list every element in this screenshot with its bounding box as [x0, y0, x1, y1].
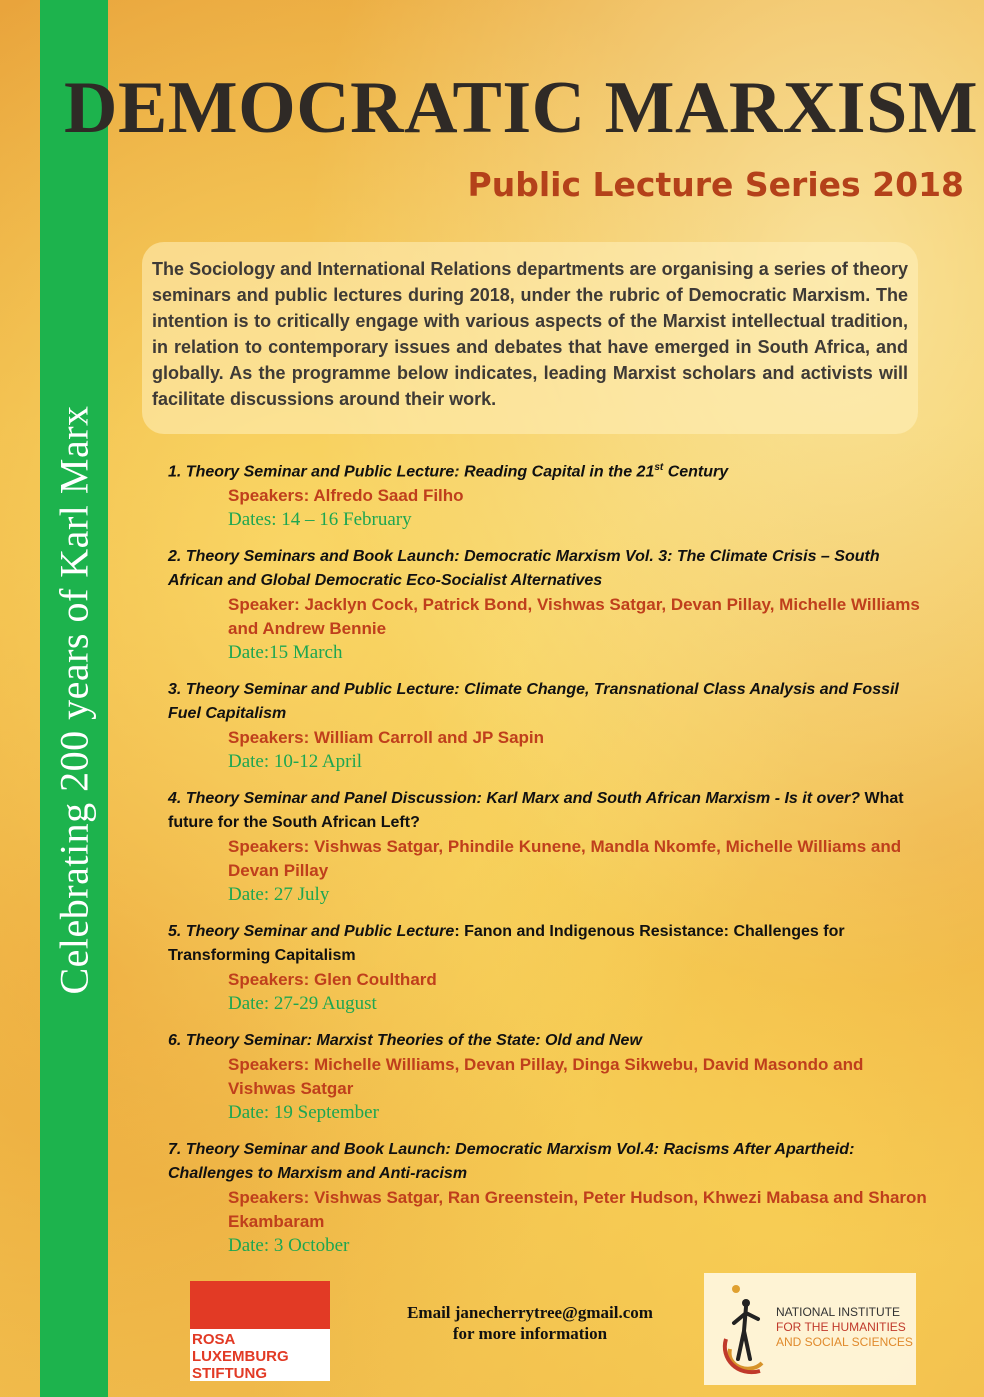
item-title: 3. Theory Seminar and Public Lecture: Climate Change, Transnational Class Analysis and Fossil Fuel Capitalism: [168, 681, 899, 723]
intro-text: The Sociology and International Relations departments are organising a series of theory seminars and public lectures during 2018, under the rubric of Democratic Marxism. The intention is to critically engage with various aspects of the Marxist intellectual tradition, in relation to contemporary issues and debates that have emerged in South Africa, and globally. As the programme below indicates, leading Marxist scholars and activists will facilitate discussions around their work.: [152, 259, 908, 409]
item-dates: Date: 19 September: [228, 1102, 379, 1124]
programme-item: [168, 1029, 928, 1124]
item-title: 1. Theory Seminar and Public Lecture: Reading Capital in the 21st Century: [168, 462, 729, 481]
item-dates: Date:15 March: [228, 642, 343, 664]
figure-icon: [716, 1279, 776, 1379]
item-title: 7. Theory Seminar and Book Launch: Democratic Marxism Vol.4: Racisms After Apartheid: Challenges to Marxism and Anti-racism: [168, 1141, 855, 1183]
item-dates: Date: 27-29 August: [228, 993, 377, 1015]
programme-list: [168, 456, 928, 1271]
programme-item: [168, 787, 928, 906]
programme-item: [168, 456, 928, 531]
item-title: 5. Theory Seminar and Public Lecture: Fanon and Indigenous Resistance: Challenges for Transforming Capitalism: [168, 923, 845, 965]
item-dates: Dates: 14 – 16 February: [228, 509, 412, 531]
intro-panel: [142, 242, 918, 434]
nihss-text: NATIONAL INSTITUTE FOR THE HUMANITIES AND SOCIAL SCIENCES: [776, 1305, 913, 1349]
programme-item: [168, 1138, 928, 1257]
page-title: DEMOCRATIC MARXISM: [64, 67, 979, 149]
programme-item: [168, 678, 928, 773]
item-dates: Date: 10-12 April: [228, 751, 363, 773]
rosa-luxemburg-logo: [190, 1281, 330, 1381]
rosa-logo-block: [190, 1281, 330, 1329]
rosa-logo-text: ROSA LUXEMBURG STIFTUNG: [192, 1331, 289, 1382]
item-title: 6. Theory Seminar: Marxist Theories of the State: Old and New: [168, 1032, 642, 1050]
item-title: 2. Theory Seminars and Book Launch: Democratic Marxism Vol. 3: The Climate Crisis – South African and Global Democratic Eco-Socialist Alternatives: [168, 548, 880, 590]
side-banner-text: Celebrating 200 years of Karl Marx: [51, 405, 97, 995]
programme-item: [168, 545, 928, 664]
item-speakers: Speakers: Alfredo Saad Filho: [228, 486, 464, 506]
item-dates: Date: 3 October: [228, 1235, 350, 1257]
item-speakers: Speakers: William Carroll and JP Sapin: [228, 728, 545, 748]
contact-note: for more information: [452, 1324, 608, 1343]
contact-info: [380, 1302, 680, 1344]
page-subtitle: Public Lecture Series 2018: [467, 165, 964, 204]
nihss-logo: [704, 1273, 916, 1385]
programme-item: [168, 920, 928, 1015]
item-speakers: Speakers: Michelle Williams, Devan Pillay, Dinga Sikwebu, David Masondo and Vishwas Satgar: [228, 1055, 864, 1099]
item-speakers: Speakers: Vishwas Satgar, Ran Greenstein, Peter Hudson, Khwezi Mabasa and Sharon Ekambaram: [228, 1188, 927, 1232]
item-title: 4. Theory Seminar and Panel Discussion: Karl Marx and South African Marxism - Is it over? What future for the South African Left?: [168, 790, 904, 832]
contact-email: Email janecherrytree@gmail.com: [407, 1303, 653, 1322]
item-speakers: Speakers: Glen Coulthard: [228, 970, 437, 990]
item-dates: Date: 27 July: [228, 884, 330, 906]
item-speakers: Speaker: Jacklyn Cock, Patrick Bond, Vishwas Satgar, Devan Pillay, Michelle Williams and Andrew Bennie: [228, 595, 920, 639]
item-speakers: Speakers: Vishwas Satgar, Phindile Kunene, Mandla Nkomfe, Michelle Williams and Devan Pillay: [228, 837, 902, 881]
